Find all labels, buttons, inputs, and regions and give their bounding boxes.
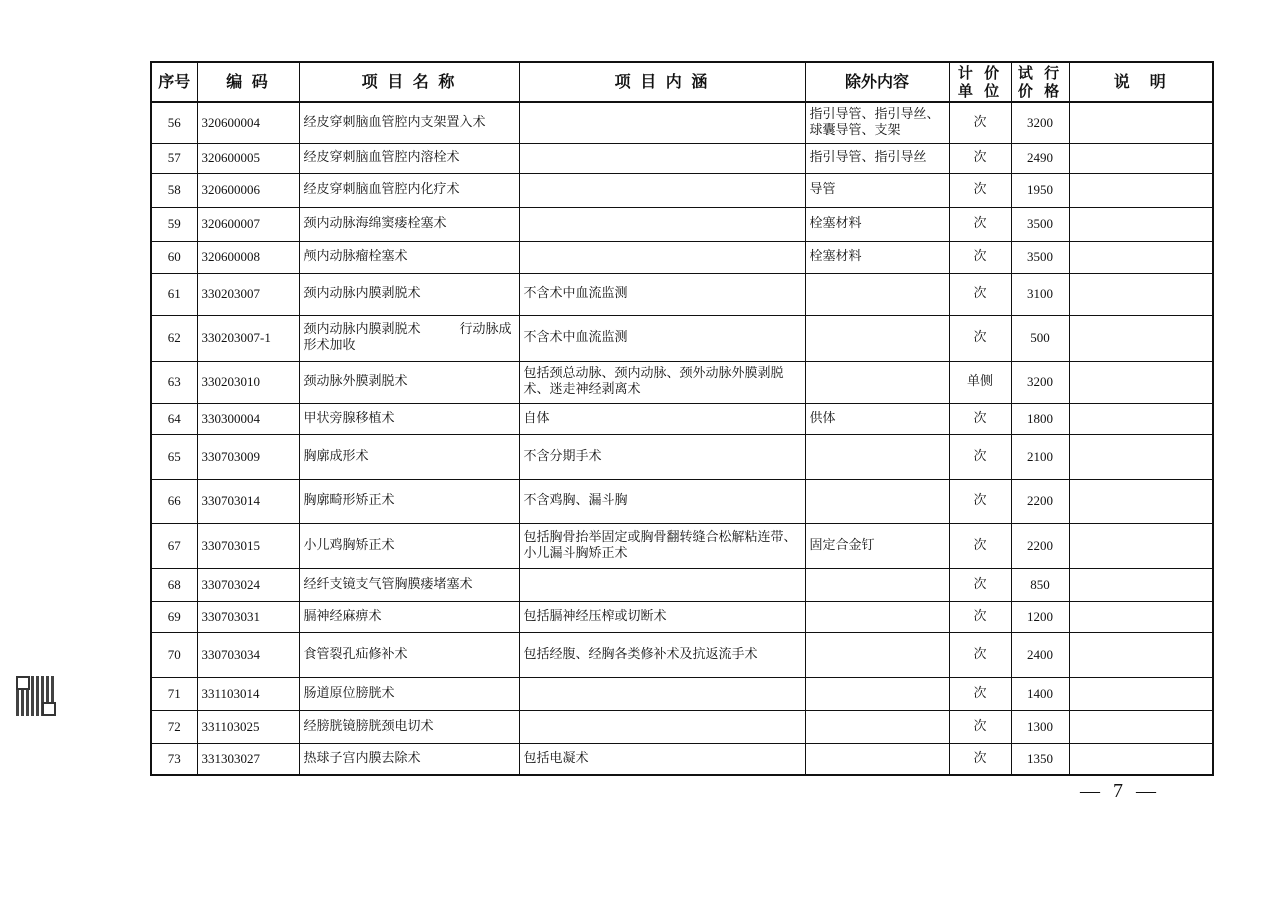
- cell-seq: 71: [151, 677, 197, 710]
- cell-unit: 次: [949, 273, 1011, 315]
- cell-code: 331303027: [197, 743, 299, 775]
- cell-exclude: [805, 568, 949, 601]
- cell-seq: 66: [151, 479, 197, 523]
- cell-name: 热球子宫内膜去除术: [299, 743, 519, 775]
- cell-code: 330203007-1: [197, 315, 299, 361]
- cell-content: 包括电凝术: [519, 743, 805, 775]
- table-row: [151, 173, 1213, 207]
- table-row: [151, 710, 1213, 743]
- cell-seq: 69: [151, 601, 197, 632]
- cell-seq: 70: [151, 632, 197, 677]
- cell-price: 1800: [1011, 403, 1069, 434]
- cell-price: 3500: [1011, 207, 1069, 241]
- cell-note: [1069, 434, 1213, 479]
- table-row: [151, 361, 1213, 403]
- cell-code: 330703031: [197, 601, 299, 632]
- cell-exclude: 供体: [805, 403, 949, 434]
- table-row: [151, 479, 1213, 523]
- cell-code: 330703034: [197, 632, 299, 677]
- cell-exclude: 指引导管、指引导丝、球囊导管、支架: [805, 102, 949, 143]
- cell-content: 不含鸡胸、漏斗胸: [519, 479, 805, 523]
- header-name: 项 目 名 称: [299, 62, 519, 102]
- cell-unit: 次: [949, 207, 1011, 241]
- cell-code: 320600006: [197, 173, 299, 207]
- cell-price: 2400: [1011, 632, 1069, 677]
- cell-code: 331103025: [197, 710, 299, 743]
- cell-price: 2490: [1011, 143, 1069, 173]
- cell-exclude: [805, 743, 949, 775]
- cell-code: 330203007: [197, 273, 299, 315]
- cell-note: [1069, 173, 1213, 207]
- header-note: 说 明: [1069, 62, 1213, 102]
- page-number: — 7 —: [1080, 780, 1160, 802]
- cell-unit: 次: [949, 315, 1011, 361]
- table-row: [151, 102, 1213, 143]
- price-table: [150, 61, 1214, 776]
- cell-price: 3500: [1011, 241, 1069, 273]
- cell-name: 食管裂孔疝修补术: [299, 632, 519, 677]
- header-code: 编 码: [197, 62, 299, 102]
- cell-price: 850: [1011, 568, 1069, 601]
- cell-content: 不含术中血流监测: [519, 273, 805, 315]
- cell-unit: 次: [949, 102, 1011, 143]
- cell-exclude: [805, 479, 949, 523]
- table-row: [151, 143, 1213, 173]
- cell-note: [1069, 523, 1213, 568]
- cell-seq: 61: [151, 273, 197, 315]
- cell-exclude: [805, 273, 949, 315]
- cell-exclude: [805, 677, 949, 710]
- cell-seq: 58: [151, 173, 197, 207]
- cell-note: [1069, 361, 1213, 403]
- cell-note: [1069, 632, 1213, 677]
- cell-note: [1069, 568, 1213, 601]
- qr-code: [16, 676, 56, 716]
- cell-exclude: 栓塞材料: [805, 241, 949, 273]
- cell-exclude: [805, 601, 949, 632]
- cell-unit: 次: [949, 241, 1011, 273]
- cell-content: [519, 207, 805, 241]
- cell-price: 2100: [1011, 434, 1069, 479]
- cell-seq: 73: [151, 743, 197, 775]
- cell-note: [1069, 743, 1213, 775]
- header-unit: 计 价 单 位: [949, 62, 1011, 102]
- cell-code: 320600005: [197, 143, 299, 173]
- cell-name: 经皮穿刺脑血管腔内溶栓术: [299, 143, 519, 173]
- cell-content: 不含术中血流监测: [519, 315, 805, 361]
- cell-seq: 67: [151, 523, 197, 568]
- table-row: [151, 315, 1213, 361]
- cell-price: 2200: [1011, 479, 1069, 523]
- cell-note: [1069, 677, 1213, 710]
- cell-name: 甲状旁腺移植术: [299, 403, 519, 434]
- cell-seq: 72: [151, 710, 197, 743]
- table-row: [151, 632, 1213, 677]
- cell-content: [519, 677, 805, 710]
- cell-unit: 次: [949, 523, 1011, 568]
- cell-price: 1400: [1011, 677, 1069, 710]
- cell-content: [519, 173, 805, 207]
- cell-unit: 次: [949, 479, 1011, 523]
- cell-content: [519, 710, 805, 743]
- cell-unit: 次: [949, 173, 1011, 207]
- cell-exclude: [805, 361, 949, 403]
- cell-exclude: 指引导管、指引导丝: [805, 143, 949, 173]
- cell-content: [519, 143, 805, 173]
- cell-note: [1069, 143, 1213, 173]
- cell-note: [1069, 102, 1213, 143]
- table-row: [151, 677, 1213, 710]
- cell-code: 330300004: [197, 403, 299, 434]
- cell-unit: 单侧: [949, 361, 1011, 403]
- cell-unit: 次: [949, 743, 1011, 775]
- cell-note: [1069, 710, 1213, 743]
- cell-price: 3100: [1011, 273, 1069, 315]
- cell-content: 包括胸骨抬举固定或胸骨翻转缝合松解粘连带、小儿漏斗胸矫正术: [519, 523, 805, 568]
- cell-seq: 68: [151, 568, 197, 601]
- cell-price: 2200: [1011, 523, 1069, 568]
- cell-price: 500: [1011, 315, 1069, 361]
- cell-code: 330703014: [197, 479, 299, 523]
- table-row: [151, 601, 1213, 632]
- cell-name: 胸廓畸形矫正术: [299, 479, 519, 523]
- cell-seq: 65: [151, 434, 197, 479]
- cell-content: 不含分期手术: [519, 434, 805, 479]
- cell-note: [1069, 207, 1213, 241]
- header-seq: 序号: [151, 62, 197, 102]
- cell-code: 330703009: [197, 434, 299, 479]
- cell-name: 经膀胱镜膀胱颈电切术: [299, 710, 519, 743]
- cell-code: 331103014: [197, 677, 299, 710]
- cell-name: 颈内动脉内膜剥脱术: [299, 273, 519, 315]
- cell-name: 颅内动脉瘤栓塞术: [299, 241, 519, 273]
- cell-unit: 次: [949, 601, 1011, 632]
- header-exclude: 除外内容: [805, 62, 949, 102]
- cell-content: [519, 241, 805, 273]
- cell-price: 1950: [1011, 173, 1069, 207]
- cell-name: 经皮穿刺脑血管腔内支架置入术: [299, 102, 519, 143]
- cell-name: 小儿鸡胸矫正术: [299, 523, 519, 568]
- cell-price: 1350: [1011, 743, 1069, 775]
- cell-note: [1069, 479, 1213, 523]
- cell-content: [519, 568, 805, 601]
- cell-name: 颈动脉外膜剥脱术: [299, 361, 519, 403]
- cell-exclude: 固定合金钉: [805, 523, 949, 568]
- cell-note: [1069, 315, 1213, 361]
- cell-unit: 次: [949, 143, 1011, 173]
- cell-content: [519, 102, 805, 143]
- cell-name: 胸廓成形术: [299, 434, 519, 479]
- cell-seq: 59: [151, 207, 197, 241]
- cell-name: 颈内动脉内膜剥脱术 行动脉成形术加收: [299, 315, 519, 361]
- cell-unit: 次: [949, 710, 1011, 743]
- table-row: [151, 403, 1213, 434]
- cell-seq: 57: [151, 143, 197, 173]
- cell-exclude: [805, 315, 949, 361]
- cell-unit: 次: [949, 677, 1011, 710]
- table-row: [151, 207, 1213, 241]
- cell-note: [1069, 273, 1213, 315]
- cell-price: 1300: [1011, 710, 1069, 743]
- cell-code: 330703024: [197, 568, 299, 601]
- cell-note: [1069, 241, 1213, 273]
- cell-code: 320600007: [197, 207, 299, 241]
- cell-content: 包括颈总动脉、颈内动脉、颈外动脉外膜剥脱术、迷走神经剥离术: [519, 361, 805, 403]
- cell-seq: 64: [151, 403, 197, 434]
- cell-seq: 56: [151, 102, 197, 143]
- cell-exclude: [805, 632, 949, 677]
- cell-price: 3200: [1011, 361, 1069, 403]
- document-table-container: [150, 61, 1212, 776]
- header-price: 试 行 价 格: [1011, 62, 1069, 102]
- cell-name: 颈内动脉海绵窦瘘栓塞术: [299, 207, 519, 241]
- cell-code: 320600008: [197, 241, 299, 273]
- table-row: [151, 241, 1213, 273]
- table-row: [151, 434, 1213, 479]
- cell-content: 包括经腹、经胸各类修补术及抗返流手术: [519, 632, 805, 677]
- cell-note: [1069, 601, 1213, 632]
- table-row: [151, 743, 1213, 775]
- cell-seq: 63: [151, 361, 197, 403]
- cell-seq: 60: [151, 241, 197, 273]
- table-row: [151, 523, 1213, 568]
- table-row: [151, 568, 1213, 601]
- cell-name: 经皮穿刺脑血管腔内化疗术: [299, 173, 519, 207]
- cell-code: 320600004: [197, 102, 299, 143]
- table-body: [151, 102, 1213, 775]
- cell-code: 330203010: [197, 361, 299, 403]
- cell-unit: 次: [949, 568, 1011, 601]
- cell-content: 包括膈神经压榨或切断术: [519, 601, 805, 632]
- cell-price: 3200: [1011, 102, 1069, 143]
- cell-exclude: [805, 434, 949, 479]
- header-content: 项 目 内 涵: [519, 62, 805, 102]
- cell-name: 膈神经麻痹术: [299, 601, 519, 632]
- cell-code: 330703015: [197, 523, 299, 568]
- cell-name: 经纤支镜支气管胸膜瘘堵塞术: [299, 568, 519, 601]
- cell-name: 肠道原位膀胱术: [299, 677, 519, 710]
- cell-content: 自体: [519, 403, 805, 434]
- cell-exclude: 导管: [805, 173, 949, 207]
- table-header-row: [151, 62, 1213, 102]
- cell-unit: 次: [949, 434, 1011, 479]
- cell-unit: 次: [949, 632, 1011, 677]
- cell-unit: 次: [949, 403, 1011, 434]
- cell-exclude: [805, 710, 949, 743]
- cell-price: 1200: [1011, 601, 1069, 632]
- cell-note: [1069, 403, 1213, 434]
- cell-exclude: 栓塞材料: [805, 207, 949, 241]
- cell-seq: 62: [151, 315, 197, 361]
- table-row: [151, 273, 1213, 315]
